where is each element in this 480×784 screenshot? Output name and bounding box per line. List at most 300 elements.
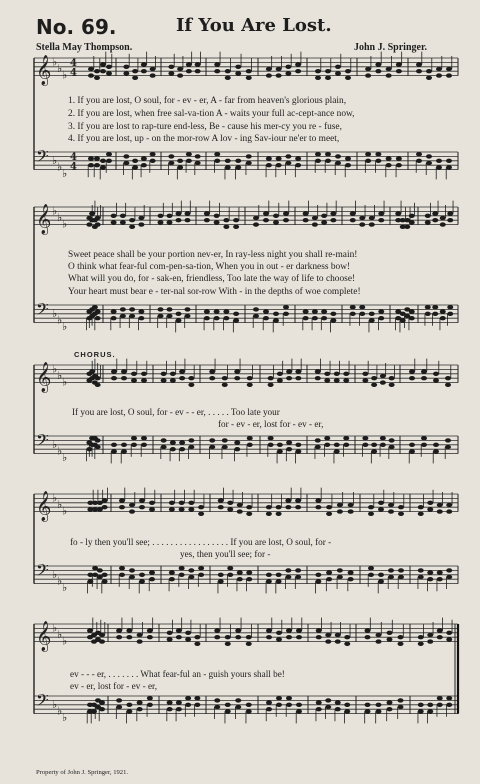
note-head: [120, 220, 126, 224]
note-head: [436, 67, 442, 71]
note-head: [235, 698, 241, 702]
note-head: [426, 69, 432, 73]
note-head: [204, 316, 210, 320]
note-head: [204, 309, 210, 313]
composer-credit: John J. Springer.: [354, 42, 427, 53]
note-head: [233, 225, 239, 229]
note-head: [176, 700, 182, 704]
note-head: [325, 76, 331, 80]
note-head: [283, 211, 289, 215]
note-head: [446, 159, 452, 163]
hymn-title: If You Are Lost.: [176, 15, 332, 36]
note-head: [214, 62, 220, 66]
note-head: [315, 369, 321, 373]
note-head: [350, 218, 356, 222]
note-head: [388, 509, 394, 513]
treble-clef: 𝄞: [36, 362, 52, 393]
note-head: [94, 76, 100, 80]
note-head: [421, 436, 427, 440]
note-head: [116, 635, 122, 639]
note-head: [102, 498, 108, 502]
note-head: [345, 69, 351, 73]
note-head: [437, 570, 443, 574]
note-head: [345, 76, 351, 80]
note-head: [176, 211, 182, 215]
note-head: [427, 507, 433, 511]
note-head: [334, 443, 340, 447]
note-head: [194, 642, 200, 646]
flat-sign: ♭: [62, 375, 68, 389]
note-head: [218, 573, 224, 577]
note-head: [141, 378, 147, 382]
note-head: [169, 577, 175, 581]
note-head: [396, 69, 402, 73]
note-head: [167, 707, 173, 711]
note-head: [235, 65, 241, 69]
note-head: [233, 218, 239, 222]
note-head: [365, 73, 371, 77]
note-head: [141, 62, 147, 66]
note-head: [176, 628, 182, 632]
note-head: [348, 503, 354, 507]
note-head: [273, 318, 279, 322]
note-head: [185, 314, 191, 318]
note-head: [138, 222, 144, 226]
note-head: [147, 628, 153, 632]
note-head: [176, 318, 182, 322]
note-head: [235, 628, 241, 632]
note-head: [225, 159, 231, 163]
note-head: [315, 505, 321, 509]
note-head: [237, 503, 243, 507]
note-head: [446, 165, 452, 169]
note-head: [177, 159, 183, 163]
note-head: [315, 159, 321, 163]
note-head: [100, 69, 106, 73]
note-head: [446, 703, 452, 707]
note-head: [387, 700, 393, 704]
note-head: [253, 222, 259, 226]
note-head: [129, 509, 135, 513]
note-head: [286, 628, 292, 632]
note-head: [326, 577, 332, 581]
note-head: [380, 443, 386, 447]
note-head: [312, 309, 318, 313]
flat-sign: ♭: [57, 498, 63, 511]
note-head: [345, 156, 351, 160]
note-head: [335, 154, 341, 158]
note-head: [436, 73, 442, 77]
note-head: [106, 159, 112, 163]
note-head: [344, 709, 350, 713]
note-head: [325, 639, 331, 643]
note-head: [214, 698, 220, 702]
note-head: [129, 218, 135, 222]
note-head: [95, 376, 101, 380]
bass-clef: 𝄢: [36, 430, 49, 455]
note-head: [312, 316, 318, 320]
note-head: [204, 218, 210, 222]
note-head: [247, 443, 253, 447]
note-head: [362, 378, 368, 382]
note-head: [427, 570, 433, 574]
note-head: [167, 307, 173, 311]
note-head: [389, 445, 395, 449]
note-head: [368, 505, 374, 509]
note-head: [283, 312, 289, 316]
flat-sign: ♭: [57, 369, 63, 382]
note-head: [132, 159, 138, 163]
note-head: [295, 156, 301, 160]
note-head: [321, 220, 327, 224]
note-head: [296, 628, 302, 632]
note-head: [315, 573, 321, 577]
flat-sign: ♭: [52, 567, 58, 581]
note-head: [225, 642, 231, 646]
verse-3-line-1: 3. If you are lost to rap-ture end-less, Be - cause his mer-cy you re - fuse,: [68, 122, 342, 132]
note-head: [121, 443, 127, 447]
note-head: [129, 503, 135, 507]
note-head: [378, 579, 384, 583]
note-head: [89, 211, 95, 215]
note-head: [426, 76, 432, 80]
note-head: [395, 211, 401, 215]
note-head: [194, 703, 200, 707]
note-head: [218, 505, 224, 509]
note-head: [321, 309, 327, 313]
note-head: [234, 440, 240, 444]
note-head: [141, 163, 147, 167]
note-head: [179, 501, 185, 505]
note-head: [416, 159, 422, 163]
note-head: [312, 222, 318, 226]
note-head: [225, 76, 231, 80]
note-head: [186, 62, 192, 66]
flat-sign: ♭: [62, 167, 68, 180]
note-head: [343, 436, 349, 440]
note-head: [389, 438, 395, 442]
note-head: [344, 642, 350, 646]
note-head: [337, 568, 343, 572]
note-head: [223, 309, 229, 313]
note-head: [263, 218, 269, 222]
note-head: [398, 642, 404, 646]
note-head: [119, 505, 125, 509]
note-head: [433, 372, 439, 376]
note-head: [131, 436, 137, 440]
note-head: [169, 501, 175, 505]
flat-sign: ♭: [57, 444, 63, 458]
note-head: [102, 579, 108, 583]
flat-sign: ♭: [62, 504, 68, 518]
note-head: [369, 318, 375, 322]
note-head: [418, 635, 424, 639]
note-head: [376, 633, 382, 637]
note-head: [266, 512, 272, 516]
note-head: [141, 436, 147, 440]
note-head: [285, 71, 291, 75]
note-head: [389, 376, 395, 380]
chorus-line-3-bass: ev - er, lost for - ev - er,: [70, 681, 158, 691]
note-head: [185, 211, 191, 215]
time-signature: 4: [70, 67, 77, 79]
note-head: [315, 76, 321, 80]
note-head: [350, 305, 356, 309]
note-head: [440, 316, 446, 320]
note-head: [324, 378, 330, 382]
note-head: [316, 628, 322, 632]
note-head: [170, 378, 176, 382]
note-head: [409, 443, 415, 447]
note-head: [409, 214, 415, 218]
note-head: [273, 214, 279, 218]
note-head: [141, 443, 147, 447]
note-head: [437, 503, 443, 507]
flat-sign: ♭: [52, 491, 58, 505]
note-head: [312, 216, 318, 220]
note-head: [276, 67, 282, 71]
note-head: [378, 309, 384, 313]
note-head: [321, 316, 327, 320]
note-head: [276, 637, 282, 641]
note-head: [362, 443, 368, 447]
note-head: [315, 69, 321, 73]
note-head: [235, 635, 241, 639]
note-head: [167, 314, 173, 318]
flat-sign: ♭: [52, 621, 58, 635]
note-head: [359, 222, 365, 226]
note-head: [106, 152, 112, 156]
note-head: [225, 709, 231, 713]
note-head: [138, 309, 144, 313]
note-head: [214, 635, 220, 639]
note-head: [432, 305, 438, 309]
note-head: [285, 568, 291, 572]
note-head: [188, 383, 194, 387]
note-head: [365, 152, 371, 156]
note-head: [100, 62, 106, 66]
note-head: [277, 449, 283, 453]
note-head: [126, 628, 132, 632]
note-head: [225, 703, 231, 707]
note-head: [246, 154, 252, 158]
note-head: [295, 568, 301, 572]
note-head: [369, 222, 375, 226]
note-head: [375, 159, 381, 163]
note-head: [123, 154, 129, 158]
note-head: [129, 307, 135, 311]
note-head: [330, 312, 336, 316]
note-head: [378, 507, 384, 511]
note-head: [326, 512, 332, 516]
note-head: [169, 570, 175, 574]
note-head: [176, 635, 182, 639]
flat-sign: ♭: [52, 362, 58, 376]
note-head: [335, 707, 341, 711]
note-head: [149, 501, 155, 505]
note-head: [177, 165, 183, 169]
note-head: [235, 159, 241, 163]
treble-clef: 𝄞: [36, 491, 52, 522]
note-head: [295, 498, 301, 502]
note-head: [185, 307, 191, 311]
note-head: [276, 156, 282, 160]
note-head: [335, 639, 341, 643]
note-head: [253, 216, 259, 220]
note-head: [418, 642, 424, 646]
note-head: [168, 65, 174, 69]
flat-sign: ♭: [62, 320, 68, 333]
note-head: [198, 512, 204, 516]
note-head: [325, 633, 331, 637]
note-head: [343, 372, 349, 376]
note-head: [237, 570, 243, 574]
note-head: [387, 631, 393, 635]
note-head: [179, 507, 185, 511]
note-head: [268, 443, 274, 447]
note-head: [132, 76, 138, 80]
note-head: [344, 635, 350, 639]
note-head: [195, 154, 201, 158]
note-head: [204, 211, 210, 215]
note-head: [188, 376, 194, 380]
note-head: [426, 161, 432, 165]
note-head: [227, 507, 233, 511]
flat-sign: ♭: [62, 711, 68, 724]
note-head: [276, 631, 282, 635]
flat-sign: ♭: [52, 697, 58, 711]
note-head: [198, 566, 204, 570]
note-head: [446, 67, 452, 71]
note-head: [266, 635, 272, 639]
note-head: [170, 372, 176, 376]
note-head: [348, 570, 354, 574]
verse-1-line-1: 1. If you are lost, O soul, for - ev - er, A - far from heaven's glorious plain,: [68, 96, 347, 106]
note-head: [276, 512, 282, 516]
note-head: [418, 512, 424, 516]
note-head: [209, 369, 215, 373]
note-head: [95, 438, 101, 442]
note-head: [194, 635, 200, 639]
note-head: [246, 577, 252, 581]
note-head: [234, 376, 240, 380]
note-head: [235, 165, 241, 169]
note-head: [99, 639, 105, 643]
note-head: [350, 312, 356, 316]
chorus-line-2-soprano: fo - ly then you'll see; . . . . . . . . . . . . . . . . . If you are lost, O soul, for -: [70, 537, 332, 547]
note-head: [446, 73, 452, 77]
note-head: [116, 698, 122, 702]
note-head: [150, 67, 156, 71]
note-head: [348, 509, 354, 513]
note-head: [335, 161, 341, 165]
note-head: [296, 703, 302, 707]
note-head: [227, 501, 233, 505]
note-head: [362, 436, 368, 440]
note-head: [100, 165, 106, 169]
note-head: [433, 378, 439, 382]
note-head: [186, 152, 192, 156]
note-head: [409, 449, 415, 453]
note-head: [268, 376, 274, 380]
note-head: [343, 378, 349, 382]
note-head: [303, 218, 309, 222]
note-head: [170, 447, 176, 451]
note-head: [168, 71, 174, 75]
note-head: [123, 65, 129, 69]
note-head: [141, 156, 147, 160]
note-head: [389, 383, 395, 387]
note-head: [445, 383, 451, 387]
note-head: [409, 220, 415, 224]
note-head: [330, 211, 336, 215]
note-head: [386, 156, 392, 160]
note-head: [185, 703, 191, 707]
note-head: [378, 573, 384, 577]
note-head: [295, 376, 301, 380]
note-head: [409, 376, 415, 380]
note-head: [94, 156, 100, 160]
note-head: [222, 445, 228, 449]
note-head: [95, 309, 101, 313]
note-head: [427, 577, 433, 581]
note-head: [119, 573, 125, 577]
note-head: [218, 579, 224, 583]
bass-clef: 𝄢: [36, 560, 49, 585]
note-head: [222, 376, 228, 380]
note-head: [119, 566, 125, 570]
note-head: [286, 635, 292, 639]
note-head: [214, 316, 220, 320]
note-head: [337, 509, 343, 513]
note-head: [295, 163, 301, 167]
note-head: [209, 438, 215, 442]
note-head: [440, 222, 446, 226]
flat-sign: ♭: [57, 628, 63, 641]
flat-sign: ♭: [57, 62, 63, 75]
note-head: [286, 447, 292, 451]
note-head: [418, 505, 424, 509]
time-signature: 4: [70, 161, 77, 173]
note-head: [137, 633, 143, 637]
note-head: [418, 709, 424, 713]
note-head: [386, 67, 392, 71]
note-head: [179, 369, 185, 373]
note-head: [416, 69, 422, 73]
note-head: [362, 372, 368, 376]
note-head: [138, 316, 144, 320]
note-head: [234, 447, 240, 451]
note-head: [246, 76, 252, 80]
note-head: [177, 67, 183, 71]
note-head: [235, 705, 241, 709]
note-head: [237, 509, 243, 513]
note-head: [266, 628, 272, 632]
note-head: [418, 568, 424, 572]
note-head: [378, 211, 384, 215]
note-head: [167, 700, 173, 704]
note-head: [285, 575, 291, 579]
note-head: [176, 312, 182, 316]
note-head: [126, 709, 132, 713]
note-head: [233, 312, 239, 316]
note-head: [266, 163, 272, 167]
note-head: [368, 573, 374, 577]
note-head: [421, 369, 427, 373]
chorus-line-1-soprano: If you are lost, O soul, for - ev - - er, . . . . . Too late your: [72, 407, 280, 417]
note-head: [335, 71, 341, 75]
note-head: [445, 376, 451, 380]
